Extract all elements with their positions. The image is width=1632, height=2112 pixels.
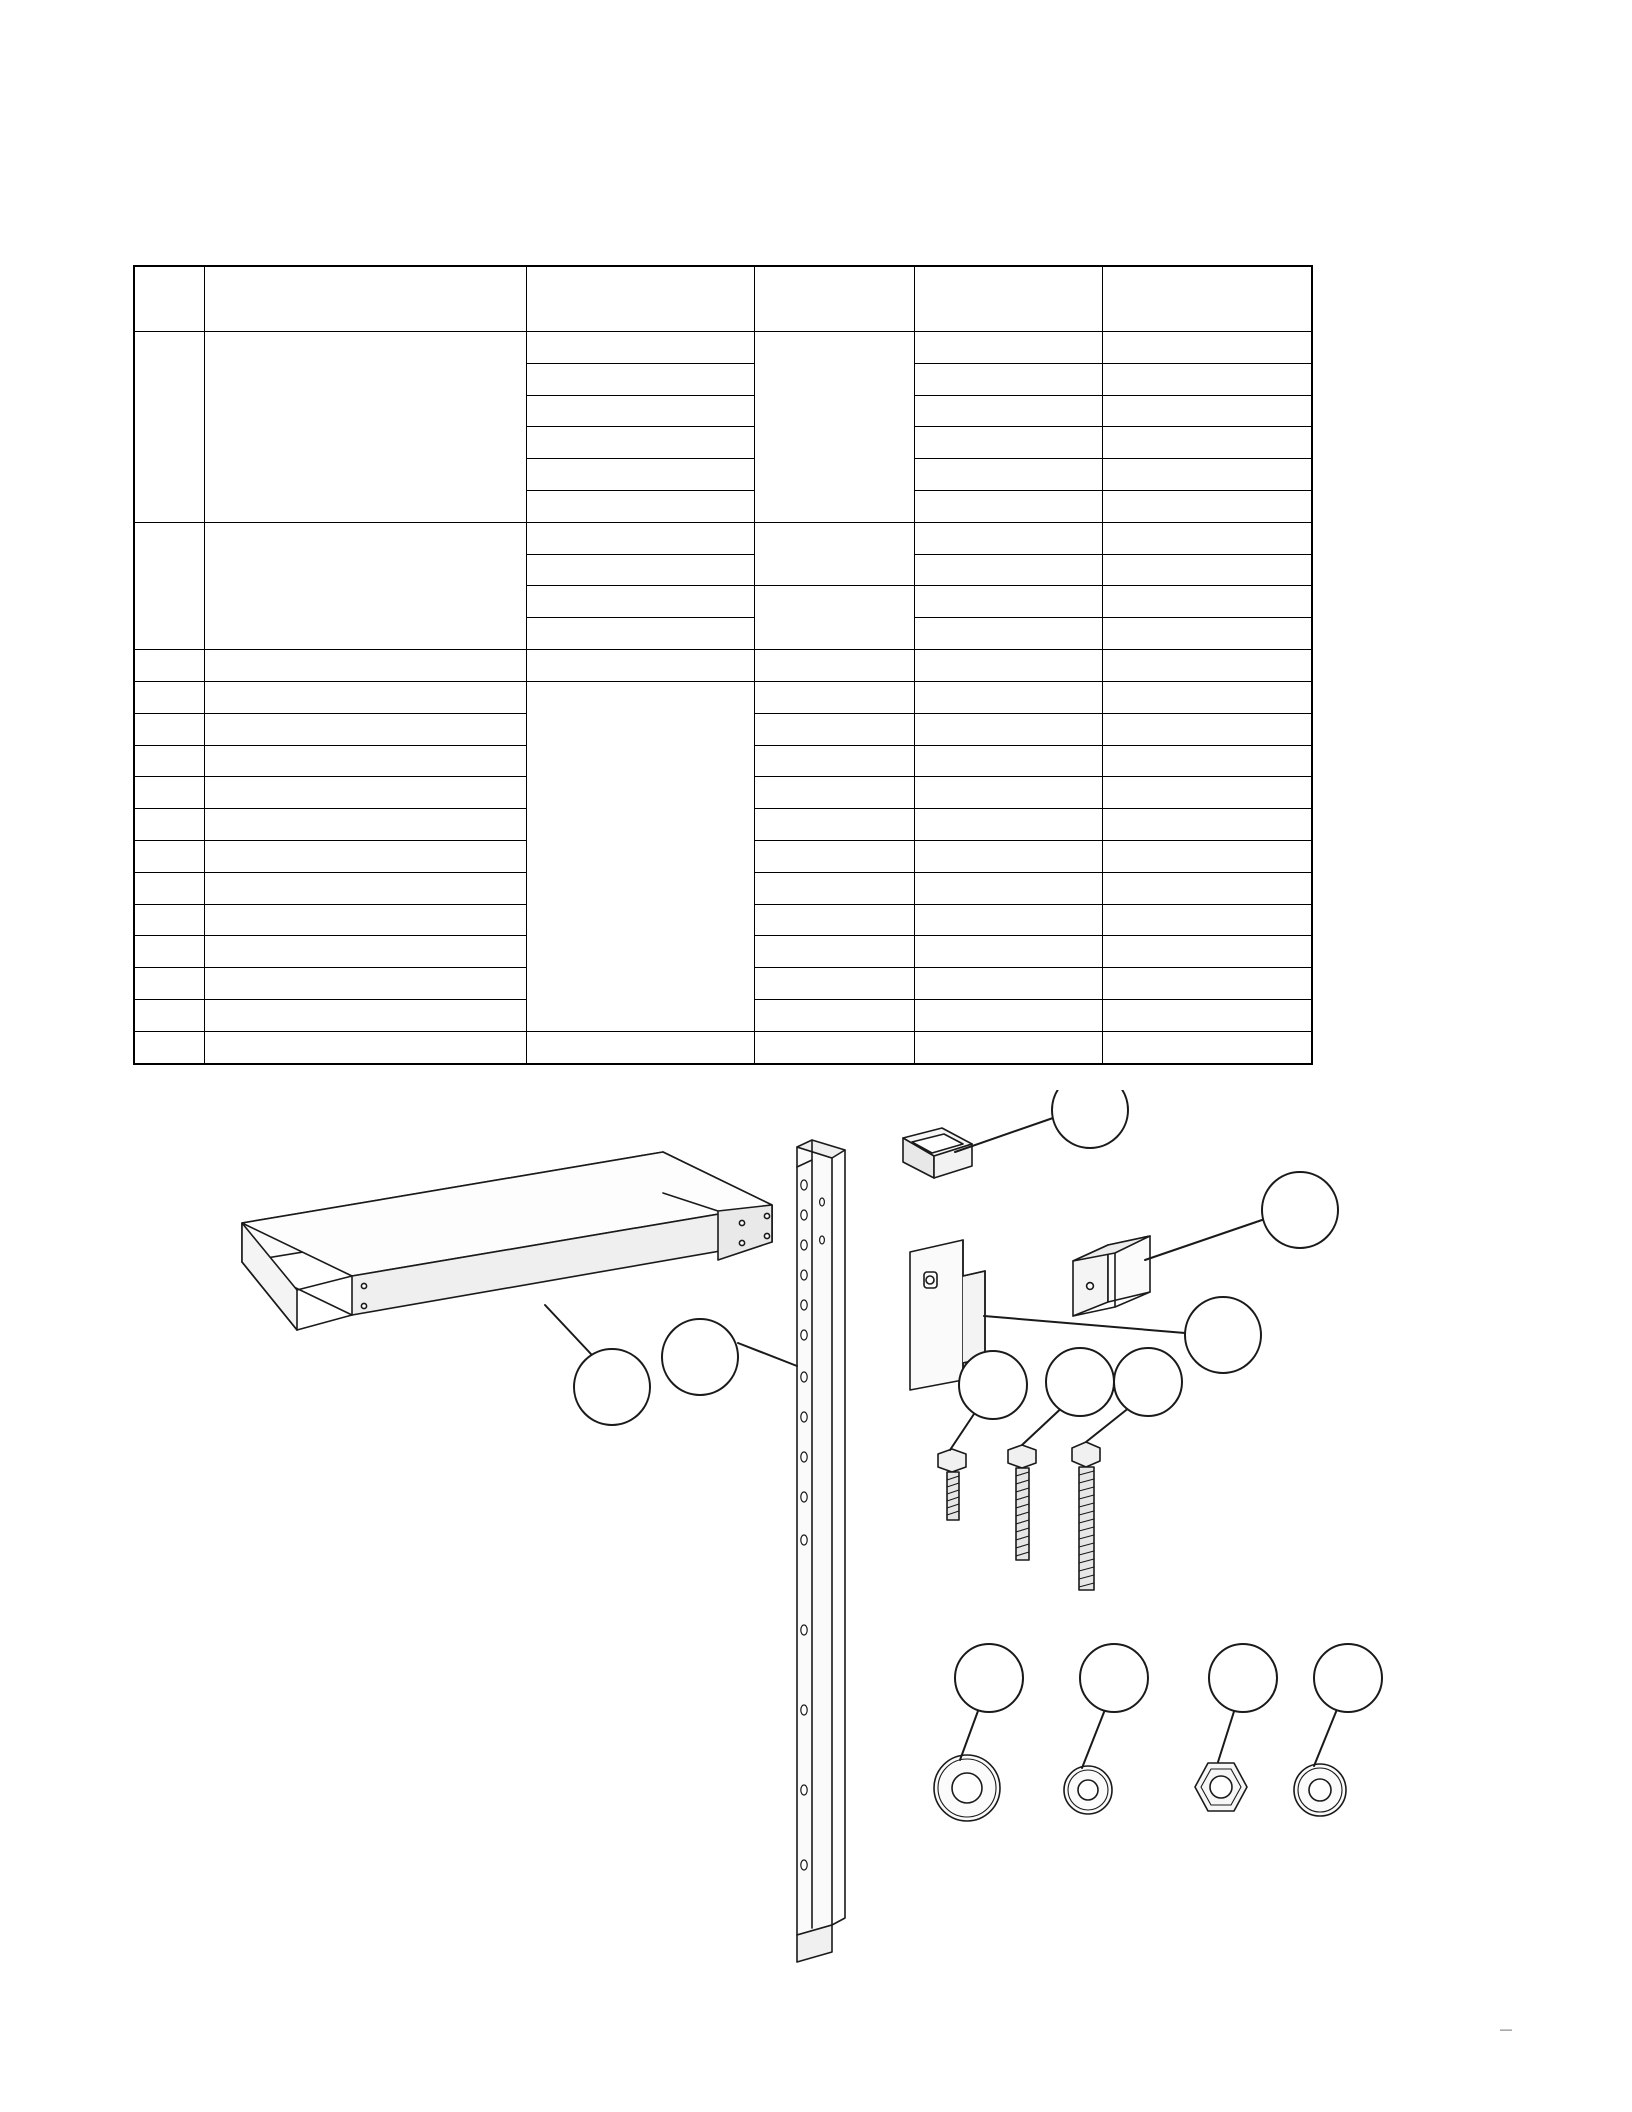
callout-mounting-plate[interactable]	[1185, 1297, 1261, 1373]
cell-qty	[914, 968, 1102, 1000]
cell-qty	[914, 618, 1102, 650]
table-row	[134, 650, 1312, 682]
header-cell-qty	[914, 266, 1102, 331]
cell-item	[134, 904, 204, 936]
cell-size	[754, 936, 914, 968]
cell-qty	[914, 681, 1102, 713]
cell-part	[526, 395, 754, 427]
cell-size	[754, 809, 914, 841]
callout-small-washer[interactable]	[1080, 1644, 1148, 1712]
cell-notes	[1102, 968, 1312, 1000]
leader-mounting-plate	[984, 1316, 1185, 1333]
table-header-row	[134, 266, 1312, 331]
table-row	[134, 522, 1312, 554]
cell-notes	[1102, 681, 1312, 713]
cell-description	[204, 522, 526, 649]
cell-part	[526, 586, 754, 618]
cell-notes	[1102, 650, 1312, 682]
cell-description	[204, 968, 526, 1000]
cell-notes	[1102, 618, 1312, 650]
cell-qty	[914, 554, 1102, 586]
angle-bracket	[1073, 1236, 1150, 1316]
cell-part	[526, 427, 754, 459]
callout-medium-bolt[interactable]	[1046, 1348, 1114, 1416]
cell-qty	[914, 395, 1102, 427]
callout-long-bolt[interactable]	[1114, 1348, 1182, 1416]
cell-notes	[1102, 713, 1312, 745]
leader-angle-bracket	[1145, 1220, 1262, 1260]
cell-size	[754, 1031, 914, 1064]
cell-part	[526, 554, 754, 586]
flat-washer	[1294, 1764, 1346, 1816]
cell-size	[754, 777, 914, 809]
short-bolt	[938, 1449, 966, 1520]
callout-angle-bracket[interactable]	[1262, 1172, 1338, 1248]
callout-short-bolt[interactable]	[959, 1351, 1027, 1419]
cell-qty	[914, 936, 1102, 968]
header-cell-description	[204, 266, 526, 331]
cell-description	[204, 713, 526, 745]
cell-size	[754, 713, 914, 745]
leader-end-cap	[955, 1118, 1053, 1152]
diagram-canvas	[0, 1090, 1632, 1990]
footer-mark: —	[1500, 2022, 1512, 2036]
cell-notes	[1102, 522, 1312, 554]
cell-size	[754, 968, 914, 1000]
long-bolt	[1072, 1442, 1100, 1590]
shelf-panel	[242, 1152, 772, 1330]
small-washer	[1064, 1766, 1112, 1814]
cell-description	[204, 904, 526, 936]
cell-qty	[914, 1000, 1102, 1032]
cell-size	[754, 586, 914, 650]
cell-notes	[1102, 459, 1312, 491]
cell-part	[526, 1031, 754, 1064]
cell-size	[754, 331, 914, 522]
cell-item	[134, 650, 204, 682]
cell-item	[134, 968, 204, 1000]
cell-part	[526, 363, 754, 395]
cell-qty	[914, 777, 1102, 809]
cell-description	[204, 331, 526, 522]
cell-qty	[914, 650, 1102, 682]
cell-notes	[1102, 586, 1312, 618]
cell-description	[204, 840, 526, 872]
cell-description	[204, 745, 526, 777]
cell-description	[204, 777, 526, 809]
cell-size	[754, 522, 914, 586]
header-cell-notes	[1102, 266, 1312, 331]
cell-description	[204, 1000, 526, 1032]
cell-notes	[1102, 777, 1312, 809]
cell-description	[204, 650, 526, 682]
cell-size	[754, 872, 914, 904]
cell-item	[134, 713, 204, 745]
cell-qty	[914, 363, 1102, 395]
leader-small-washer	[1082, 1702, 1108, 1768]
callout-large-washer[interactable]	[955, 1644, 1023, 1712]
cell-size	[754, 650, 914, 682]
cell-qty	[914, 904, 1102, 936]
callout-end-cap[interactable]	[1052, 1090, 1128, 1148]
cell-item	[134, 681, 204, 713]
table-row	[134, 331, 1312, 363]
cell-part	[526, 459, 754, 491]
cell-notes	[1102, 491, 1312, 523]
cell-item	[134, 777, 204, 809]
leader-flat-washer	[1314, 1702, 1340, 1766]
cell-qty	[914, 1031, 1102, 1064]
cell-qty	[914, 872, 1102, 904]
cell-qty	[914, 713, 1102, 745]
parts-table	[133, 265, 1313, 1065]
cell-size	[754, 904, 914, 936]
cell-qty	[914, 840, 1102, 872]
cell-part	[526, 618, 754, 650]
exploded-diagram	[0, 1090, 1632, 1990]
cell-size	[754, 1000, 914, 1032]
cell-item	[134, 522, 204, 649]
callout-hex-nut[interactable]	[1209, 1644, 1277, 1712]
callout-upright-post[interactable]	[662, 1319, 738, 1395]
cell-notes	[1102, 936, 1312, 968]
callout-shelf-panel[interactable]	[574, 1349, 650, 1425]
large-washer	[934, 1755, 1000, 1821]
cell-notes	[1102, 395, 1312, 427]
cell-qty	[914, 331, 1102, 363]
cell-qty	[914, 427, 1102, 459]
cell-notes	[1102, 809, 1312, 841]
cell-item	[134, 1000, 204, 1032]
cell-part	[526, 331, 754, 363]
cell-item	[134, 840, 204, 872]
cell-qty	[914, 522, 1102, 554]
cell-notes	[1102, 840, 1312, 872]
cell-size	[754, 840, 914, 872]
end-cap	[903, 1128, 972, 1178]
cell-item	[134, 745, 204, 777]
cell-size	[754, 745, 914, 777]
cell-item	[134, 936, 204, 968]
cell-qty	[914, 745, 1102, 777]
cell-qty	[914, 809, 1102, 841]
cell-size	[754, 681, 914, 713]
cell-qty	[914, 491, 1102, 523]
cell-notes	[1102, 363, 1312, 395]
cell-notes	[1102, 1031, 1312, 1064]
upright-post	[797, 1140, 845, 1962]
cell-part	[526, 681, 754, 1031]
header-cell-part	[526, 266, 754, 331]
cell-description	[204, 809, 526, 841]
cell-description	[204, 681, 526, 713]
leader-upright-post	[738, 1343, 797, 1366]
cell-notes	[1102, 554, 1312, 586]
cell-part	[526, 522, 754, 554]
table-row	[134, 681, 1312, 713]
cell-notes	[1102, 331, 1312, 363]
cell-notes	[1102, 745, 1312, 777]
medium-bolt	[1008, 1445, 1036, 1560]
parts-table-body	[134, 266, 1312, 1064]
cell-item	[134, 809, 204, 841]
table-row	[134, 1031, 1312, 1064]
cell-notes	[1102, 872, 1312, 904]
cell-description	[204, 936, 526, 968]
cell-notes	[1102, 904, 1312, 936]
cell-qty	[914, 586, 1102, 618]
cell-notes	[1102, 427, 1312, 459]
header-cell-size	[754, 266, 914, 331]
callout-flat-washer[interactable]	[1314, 1644, 1382, 1712]
hex-nut	[1195, 1763, 1247, 1811]
cell-description	[204, 872, 526, 904]
cell-part	[526, 650, 754, 682]
cell-item	[134, 331, 204, 522]
cell-qty	[914, 459, 1102, 491]
cell-part	[526, 491, 754, 523]
cell-notes	[1102, 1000, 1312, 1032]
header-cell-item	[134, 266, 204, 331]
cell-description	[204, 1031, 526, 1064]
cell-item	[134, 872, 204, 904]
cell-item	[134, 1031, 204, 1064]
